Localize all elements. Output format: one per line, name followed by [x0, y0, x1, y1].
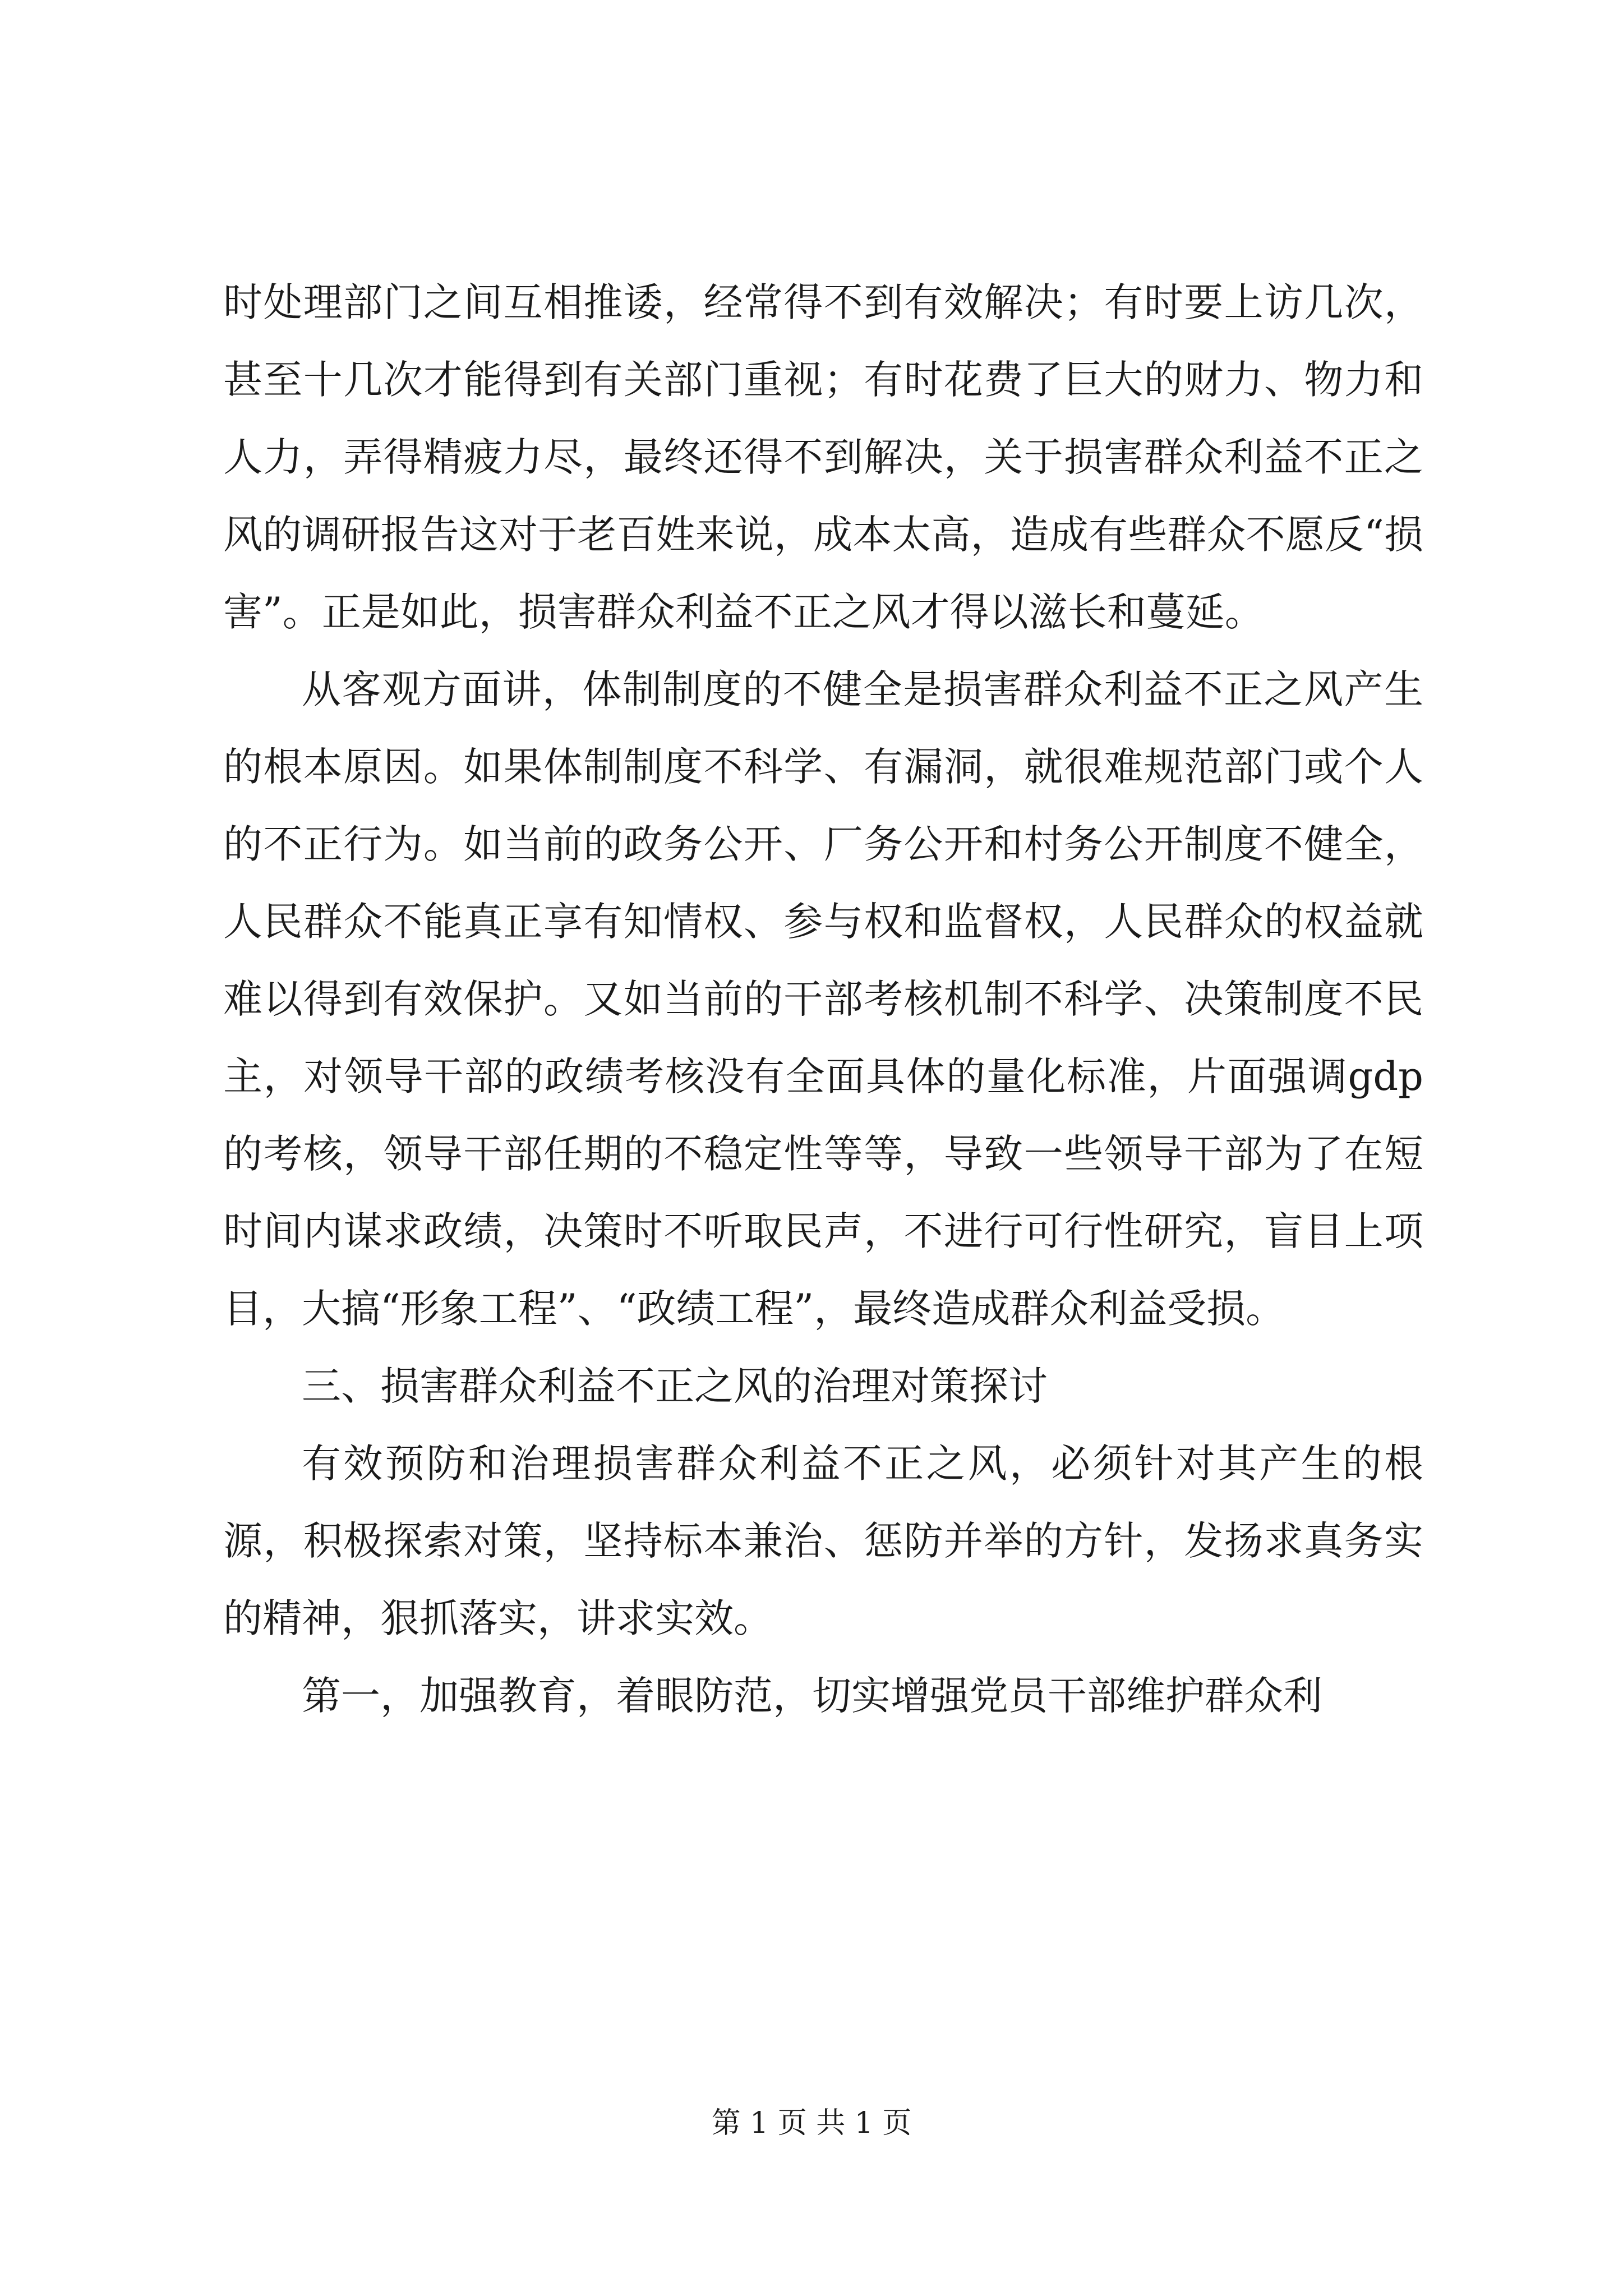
- page-footer: [0, 2104, 1623, 2143]
- paragraph-1: 时处理部门之间互相推诿，经常得不到有效解决；有时要上访几次，甚至十几次才能得到有关部门重视；有时花费了巨大的财力、物力和人力，弄得精疲力尽，最终还得不到解决，关于损害群众利益不正之风的调研报告这对于老百姓来说，成本太高，造成有些群众不愿反“损害”。正是如此，损害群众利益不正之风才得以滋长和蔓延。: [223, 279, 1423, 635]
- paragraph-3: 有效预防和治理损害群众利益不正之风，必须针对其产生的根源，积极探索对策，坚持标本兼治、惩防并举的方针，发扬求真务实的精神，狠抓落实，讲求实效。: [223, 1441, 1423, 1641]
- paragraph-2: 从客观方面讲，体制制度的不健全是损害群众利益不正之风产生的根本原因。如果体制制度不科学、有漏洞，就很难规范部门或个人的不正行为。如当前的政务公开、厂务公开和村务公开制度不健全，人民群众不能真正享有知情权、参与权和监督权，人民群众的权益就难以得到有效保护。又如当前的干部考核机制不科学、决策制度不民主，对领导干部的政绩考核没有全面具体的量化标准，片面强调gdp的考核，领导干部任期的不稳定性等等，导致一些领导干部为了在短时间内谋求政绩，决策时不听取民声，不进行可行性研究，盲目上项目，大搞“形象工程”、“政绩工程”，最终造成群众利益受损。: [223, 666, 1423, 1332]
- page-number-label: 第 1 页 共 1 页: [711, 2106, 912, 2140]
- document-body: [223, 264, 1423, 1734]
- section-heading: 三、损害群众利益不正之风的治理对策探讨: [302, 1363, 1048, 1409]
- paragraph-4: 第一，加强教育，着眼防范，切实增强党员干部维护群众利: [302, 1673, 1322, 1719]
